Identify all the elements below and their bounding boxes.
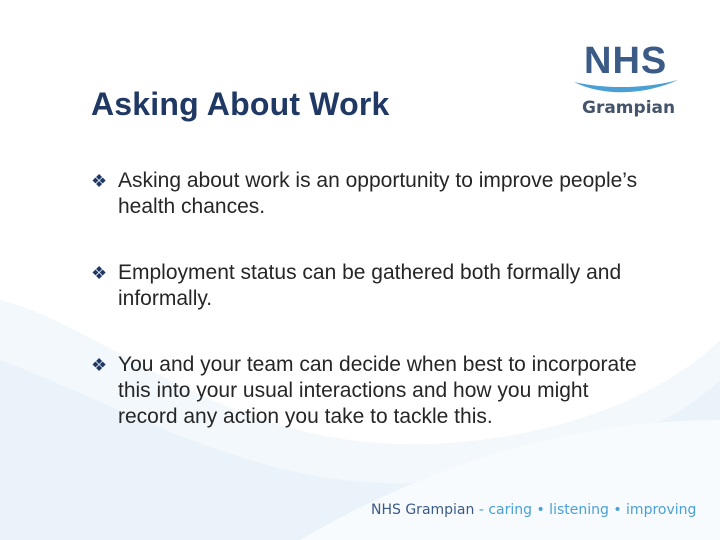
bullet-text: Asking about work is an opportunity to improve people’s health chances. [118,169,638,218]
diamond-bullet-icon: ❖ [91,355,108,375]
diamond-bullet-icon: ❖ [91,263,108,283]
footer-org: NHS Grampian [371,502,475,518]
bullet-item [91,168,651,220]
footer-tagline [371,502,696,518]
bullet-item [91,260,651,312]
footer-slogan: - caring • listening • improving [474,502,697,518]
bullet-item [91,352,651,430]
swoosh-icon [572,76,680,96]
nhs-grampian-logo [570,40,682,126]
logo-nhs-text: NHS [584,40,668,82]
slide-title: Asking About Work [91,86,390,122]
bullet-list [91,168,651,430]
logo-grampian-text: Grampian [582,98,676,118]
bullet-text: You and your team can decide when best to incorporate this into your usual interactions and how you might record any action you take to tackle this. [118,353,637,428]
diamond-bullet-icon: ❖ [91,171,108,191]
bullet-text: Employment status can be gathered both formally and informally. [118,261,622,310]
